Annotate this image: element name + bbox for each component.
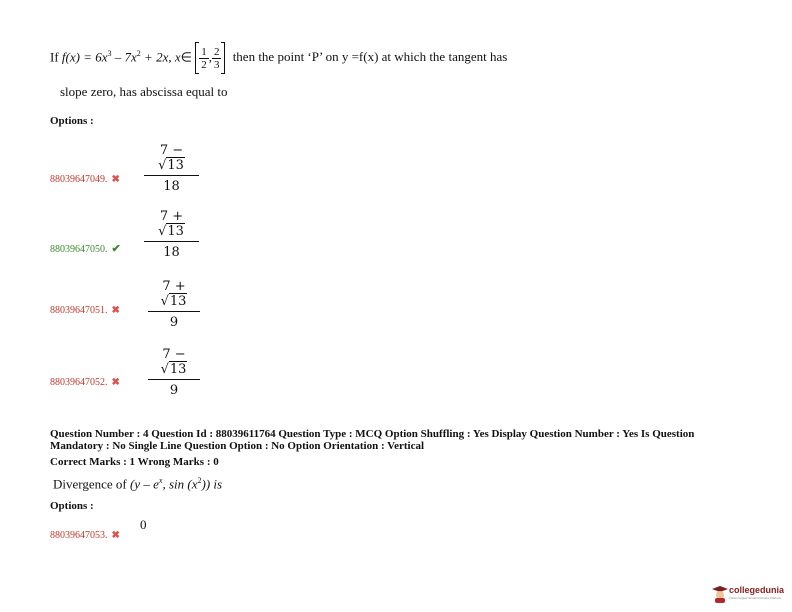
wrong-icon: ✖ bbox=[111, 530, 120, 541]
option-2-fraction: $\frac{7 + √13}{18}$ bbox=[144, 209, 199, 260]
graduate-icon bbox=[712, 585, 728, 603]
option-3-id: 88039647051. ✖ bbox=[50, 305, 120, 316]
q3-element-of: ∈ bbox=[180, 49, 192, 65]
option-4-id: 88039647052. ✖ bbox=[50, 377, 120, 388]
question-3-stem bbox=[50, 38, 610, 70]
question-4-meta-line2: Mandatory : No Single Line Question Option : No Option Orientation : Vertical bbox=[50, 440, 425, 452]
option-1-id: 88039647049. ✖ bbox=[50, 174, 120, 185]
q3-tail: then the point ‘P’ on y =f(x) at which the tangent has bbox=[232, 49, 508, 65]
option-1-fraction: $\frac{7 - √13}{18}$ bbox=[144, 143, 199, 194]
question-4-meta-line1: Question Number : 4 Question Id : 88039611764 Question Type : MCQ Option Shuffling : Yes Display Question Number : Yes Is Question bbox=[50, 428, 695, 440]
options-label: Options : bbox=[50, 115, 94, 127]
option-5-value: 0 bbox=[140, 517, 147, 532]
q3-rest: + 2x, x bbox=[140, 49, 181, 65]
right-bracket bbox=[221, 42, 225, 74]
wrong-icon: ✖ bbox=[111, 174, 120, 185]
marks-line: Correct Marks : 1 Wrong Marks : 0 bbox=[50, 456, 219, 468]
logo-tagline: India's largest Student Review Platform bbox=[729, 596, 782, 600]
q3-eq: = 6x bbox=[79, 49, 108, 65]
wrong-icon: ✖ bbox=[111, 377, 120, 388]
option-4-fraction: $\frac{7 - √13}{9}$ bbox=[148, 347, 200, 398]
options-label-2: Options : bbox=[50, 500, 94, 512]
q3-text-if: If bbox=[50, 49, 62, 65]
q3-exp2: 2 bbox=[136, 49, 141, 58]
question-4-stem: Divergence of ($y - e^x$, $\sin (x^2)$) is bbox=[53, 476, 223, 492]
q3-exp3: 3 bbox=[107, 49, 112, 58]
logo-text: collegedunia bbox=[729, 585, 785, 595]
interval-sep: , bbox=[208, 49, 212, 65]
q3-mid: – 7x bbox=[111, 49, 137, 65]
interval-end: $\frac{2}{3}$ bbox=[213, 45, 220, 71]
question-3-line2: slope zero, has abscissa equal to bbox=[60, 84, 228, 99]
interval-start: $\frac{1}{2}$ bbox=[201, 45, 207, 71]
option-5-id: 88039647053. ✖ bbox=[50, 530, 120, 541]
option-2-id: 88039647050. ✔ bbox=[50, 243, 121, 255]
wrong-icon: ✖ bbox=[111, 305, 120, 316]
q3-fx: f(x) bbox=[61, 49, 80, 65]
option-3-fraction: $\frac{7 + √13}{9}$ bbox=[148, 279, 200, 330]
check-icon: ✔ bbox=[111, 243, 121, 255]
collegedunia-logo bbox=[712, 583, 790, 605]
